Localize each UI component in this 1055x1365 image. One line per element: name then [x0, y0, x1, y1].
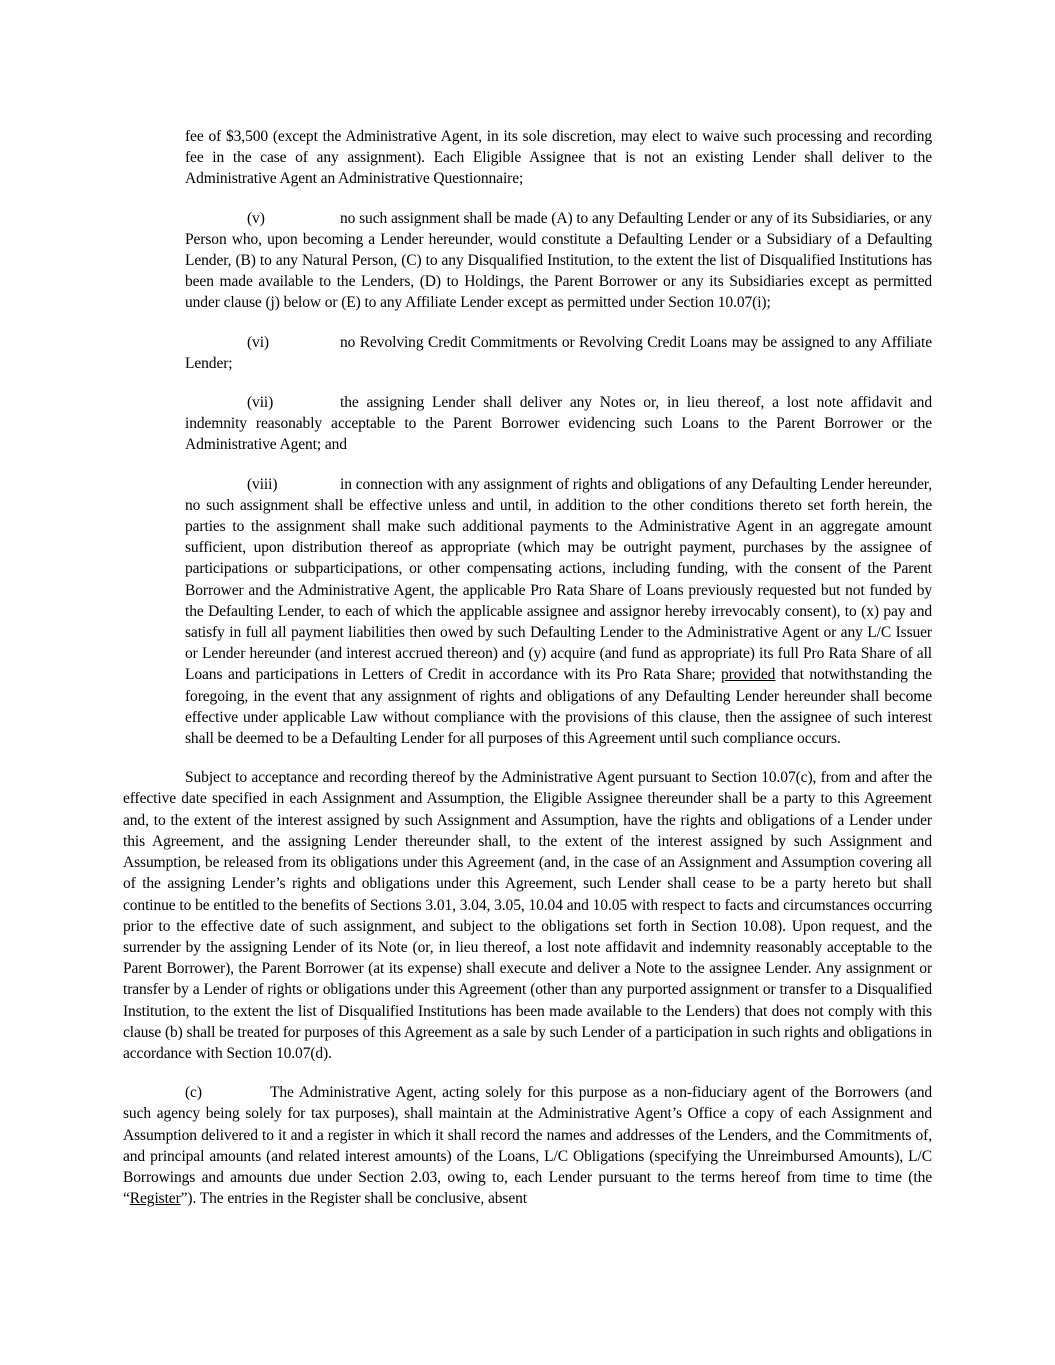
- paragraph-text: [185, 128, 932, 187]
- document-body: [123, 126, 932, 1209]
- paragraph-fee-continuation: [185, 126, 932, 190]
- clause-label: (vii): [247, 394, 274, 412]
- clause-c: [123, 1082, 932, 1209]
- text-segment: no Revolving Credit Commitments or Revolving Credit Loans may be assigned to any Affiliate Lender;: [185, 333, 932, 372]
- clause-vii: [185, 392, 932, 456]
- clause-label: (v): [247, 209, 265, 227]
- text-segment: The Administrative Agent, acting solely for this purpose as a non-fiduciary agent of the Borrowers (and such agency being solely for tax purposes), shall maintain at the Administrative Agent’s Office a copy of each Assignment and Assumption delivered to it and a register in which it shall record the names and addresses of the Lenders, and the Commitments of, and principal amounts (and related interest amounts) of the Loans, L/C Obligations (specifying the Unreimbursed Amounts), L/C Borrowings and amounts due under Section 2.03, owing to, each Lender pursuant to the terms hereof from time to time (the “: [123, 1084, 932, 1208]
- text-segment: in connection with any assignment of rights and obligations of any Defaulting Lender hereunder, no such assignment shall be effective unless and until, in addition to the other conditions thereto set forth herein, the parties to the assignment shall make such additional payments to the Administrative Agent in an aggregate amount sufficient, upon distribution thereof as appropriate (which may be outright payment, purchases by the assignee of participations or subparticipations, or other compensating actions, including funding, with the consent of the Parent Borrower and the Administrative Agent, the applicable Pro Rata Share of Loans previously requested but not funded by the Defaulting Lender, to each of which the applicable assignee and assignor hereby irrevocably consent), to (x) pay and satisfy in full all payment liabilities then owed by such Defaulting Lender to the Administrative Agent or any L/C Issuer or Lender hereunder (and interest accrued thereon) and (y) acquire (and fund as appropriate) its full Pro Rata Share of all Loans and participations in Letters of Credit in accordance with its Pro Rata Share;: [185, 475, 932, 684]
- paragraph-assignment-effect: [123, 767, 932, 1064]
- paragraph-text: [123, 1084, 932, 1207]
- clause-vi: [185, 332, 932, 374]
- clause-viii: [185, 474, 932, 750]
- text-segment: that notwithstanding the foregoing, in the event that any assignment of rights and obligations of any Defaulting Lender hereunder shall become effective under applicable Law without compliance with the provisions of this clause, then the assignee of such interest shall be deemed to be a Defaulting Lender for all purposes of this Agreement until such compliance occurs.: [185, 666, 932, 748]
- text-segment: fee of $3,500 (except the Administrative Agent, in its sole discretion, may elect to waive such processing and recording fee in the case of any assignment). Each Eligible Assignee that is not an existing Lender shall deliver to the Administrative Agent an Administrative Questionnaire;: [185, 128, 932, 188]
- text-segment: the assigning Lender shall deliver any Notes or, in lieu thereof, a lost note affidavit and indemnity reasonably acceptable to the Parent Borrower evidencing such Loans to the Parent Borrower or the Administrative Agent; and: [185, 394, 932, 454]
- text-segment: no such assignment shall be made (A) to any Defaulting Lender or any of its Subsidiaries, or any Person who, upon becoming a Lender hereunder, would constitute a Defaulting Lender or a Subsidiary of a Defaulting Lender, (B) to any Natural Person, (C) to any Disqualified Institution, to the extent the list of Disqualified Institutions has been made available to the Lenders, (D) to Holdings, the Parent Borrower or any its Subsidiaries except as permitted under clause (j) below or (E) to any Affiliate Lender except as permitted under Section 10.07(i);: [185, 209, 932, 312]
- clause-label: (viii): [247, 475, 278, 493]
- text-segment: ”). The entries in the Register shall be conclusive, absent: [180, 1190, 527, 1208]
- paragraph-text: [123, 769, 932, 1062]
- paragraph-text: [185, 476, 932, 747]
- clause-label: (vi): [247, 333, 269, 351]
- underlined-term: provided: [721, 666, 776, 684]
- clause-v: [185, 208, 932, 314]
- underlined-term: Register: [129, 1190, 181, 1208]
- clause-label: (c): [185, 1084, 202, 1102]
- text-segment: Subject to acceptance and recording thereof by the Administrative Agent pursuant to Section 10.07(c), from and after the effective date specified in each Assignment and Assumption, the Eligible Assignee thereunder shall be a party to this Agreement and, to the extent of the interest assigned by such Assignment and Assumption, have the rights and obligations of a Lender under this Agreement, and the assigning Lender thereunder shall, to the extent of the interest assigned by such Assignment and Assumption, be released from its obligations under this Agreement (and, in the case of an Assignment and Assumption covering all of the assigning Lender’s rights and obligations under this Agreement, such Lender shall cease to be a party hereto but shall continue to be entitled to the benefits of Sections 3.01, 3.04, 3.05, 10.04 and 10.05 with respect to facts and circumstances occurring prior to the effective date of such assignment, and subject to the obligations set forth in Section 10.08). Upon request, and the surrender by the assigning Lender of its Note (or, in lieu thereof, a lost note affidavit and indemnity reasonably acceptable to the Parent Borrower), the Parent Borrower (at its expense) shall execute and deliver a Note to the assignee Lender. Any assignment or transfer by a Lender of rights or obligations under this Agreement (other than any purported assignment or transfer to a Disqualified Institution, to the extent the list of Disqualified Institutions has been made available to the Lenders) that does not comply with this clause (b) shall be treated for purposes of this Agreement as a sale by such Lender of a participation in such rights and obligations in accordance with Section 10.07(d).: [123, 769, 932, 1062]
